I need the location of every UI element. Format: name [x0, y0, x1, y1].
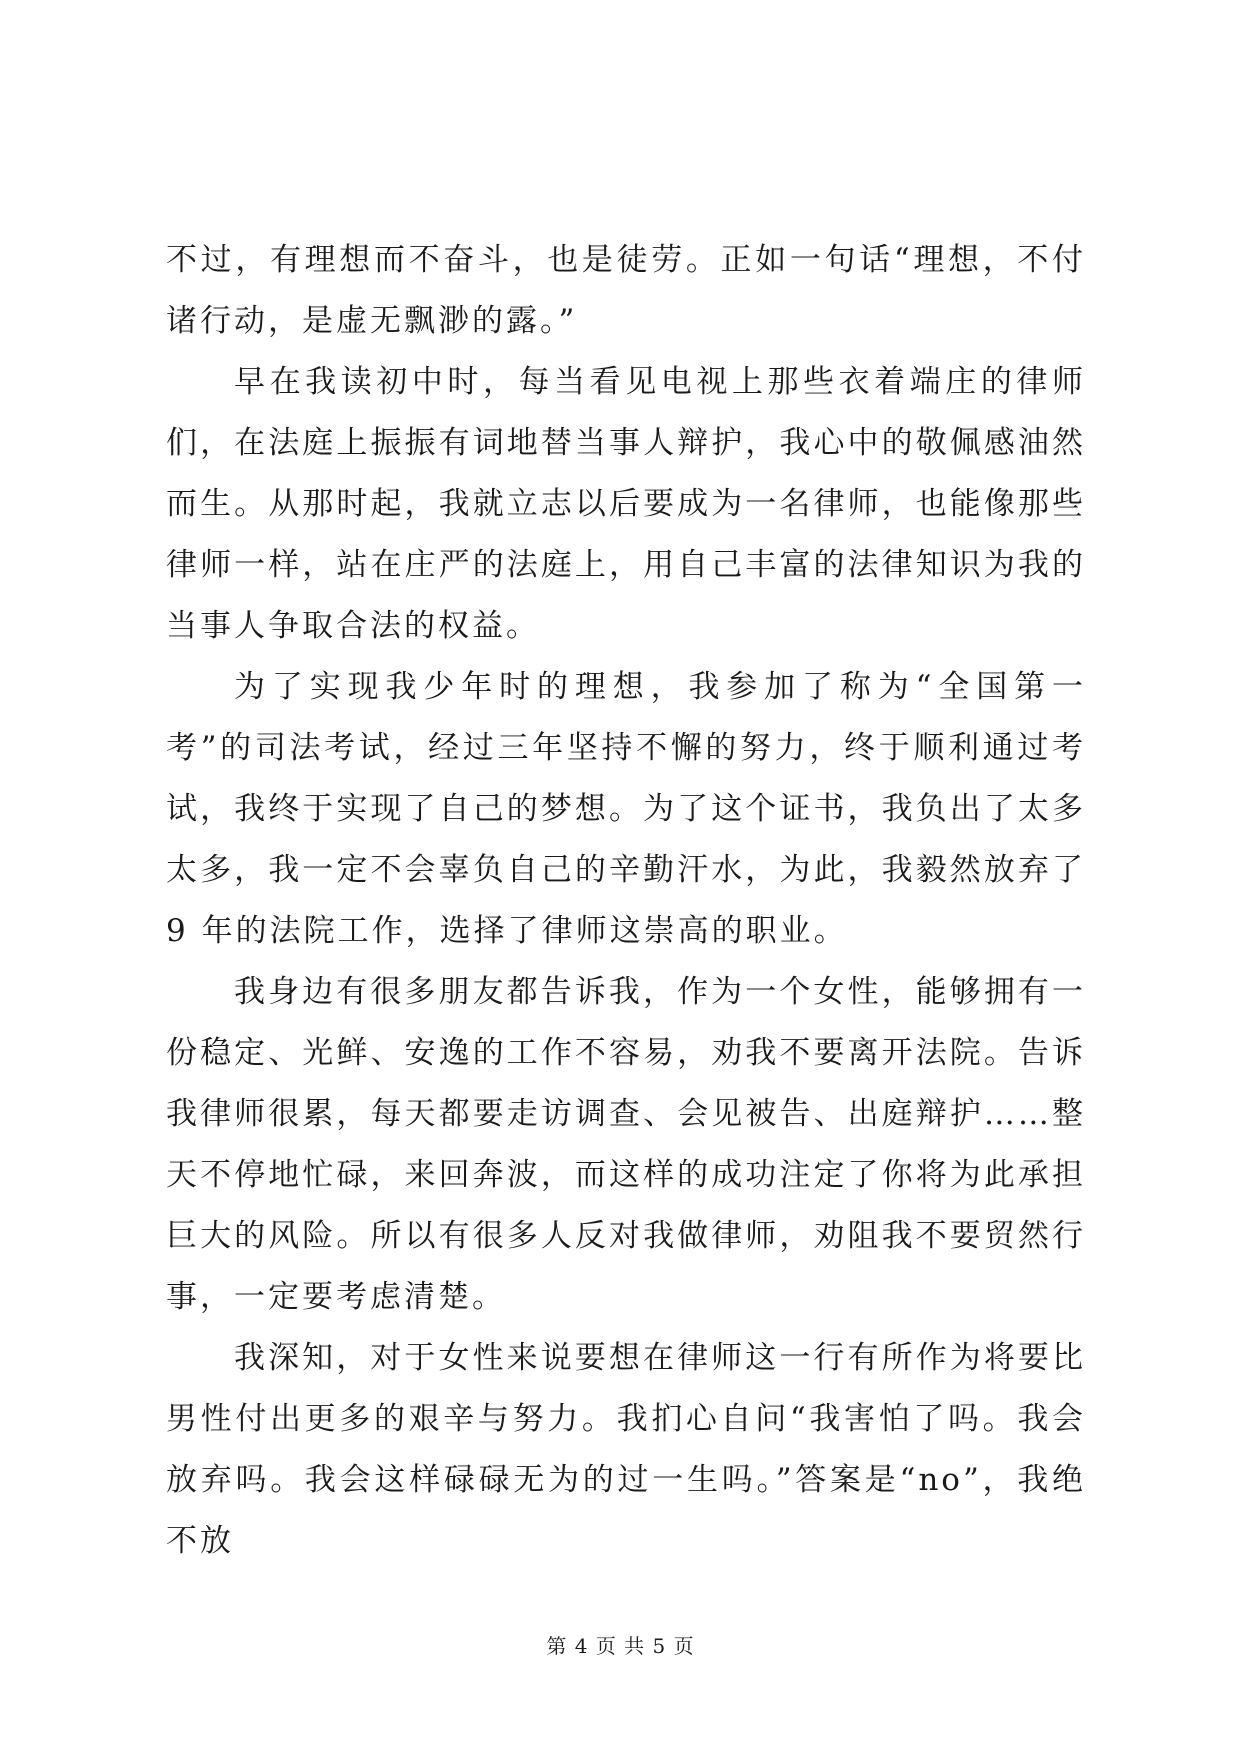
document-body [166, 230, 1086, 1572]
paragraph-1: 不过，有理想而不奋斗，也是徒劳。正如一句话“理想，不付诸行动，是虚无飘渺的露。” [166, 242, 1086, 339]
paragraph-5: 我深知，对于女性来说要想在律师这一行有所作为将要比男性付出更多的艰辛与努力。我扪心自问“我害怕了吗。我会放弃吗。我会这样碌碌无为的过一生吗。”答案是“no”，我绝不放 [166, 1340, 1086, 1559]
paragraph-4: 我身边有很多朋友都告诉我，作为一个女性，能够拥有一份稳定、光鲜、安逸的工作不容易，劝我不要离开法院。告诉我律师很累，每天都要走访调查、会见被告、出庭辩护……整天不停地忙碌，来回奔波，而这样的成功注定了你将为此承担巨大的风险。所以有很多人反对我做律师，劝阻我不要贸然行事，一定要考虑清楚。 [166, 974, 1086, 1315]
page-footer: 第 4 页 共 5 页 [546, 1634, 695, 1658]
paragraph-2: 早在我读初中时，每当看见电视上那些衣着端庄的律师们，在法庭上振振有词地替当事人辩护，我心中的敬佩感油然而生。从那时起，我就立志以后要成为一名律师，也能像那些律师一样，站在庄严的法庭上，用自己丰富的法律知识为我的当事人争取合法的权益。 [166, 364, 1086, 644]
paragraph-3: 为了实现我少年时的理想，我参加了称为“全国第一考”的司法考试，经过三年坚持不懈的努力，终于顺利通过考试，我终于实现了自己的梦想。为了这个证书，我负出了太多太多，我一定不会辜负自己的辛勤汗水，为此，我毅然放弃了 9 年的法院工作，选择了律师这崇高的职业。 [166, 669, 1086, 949]
